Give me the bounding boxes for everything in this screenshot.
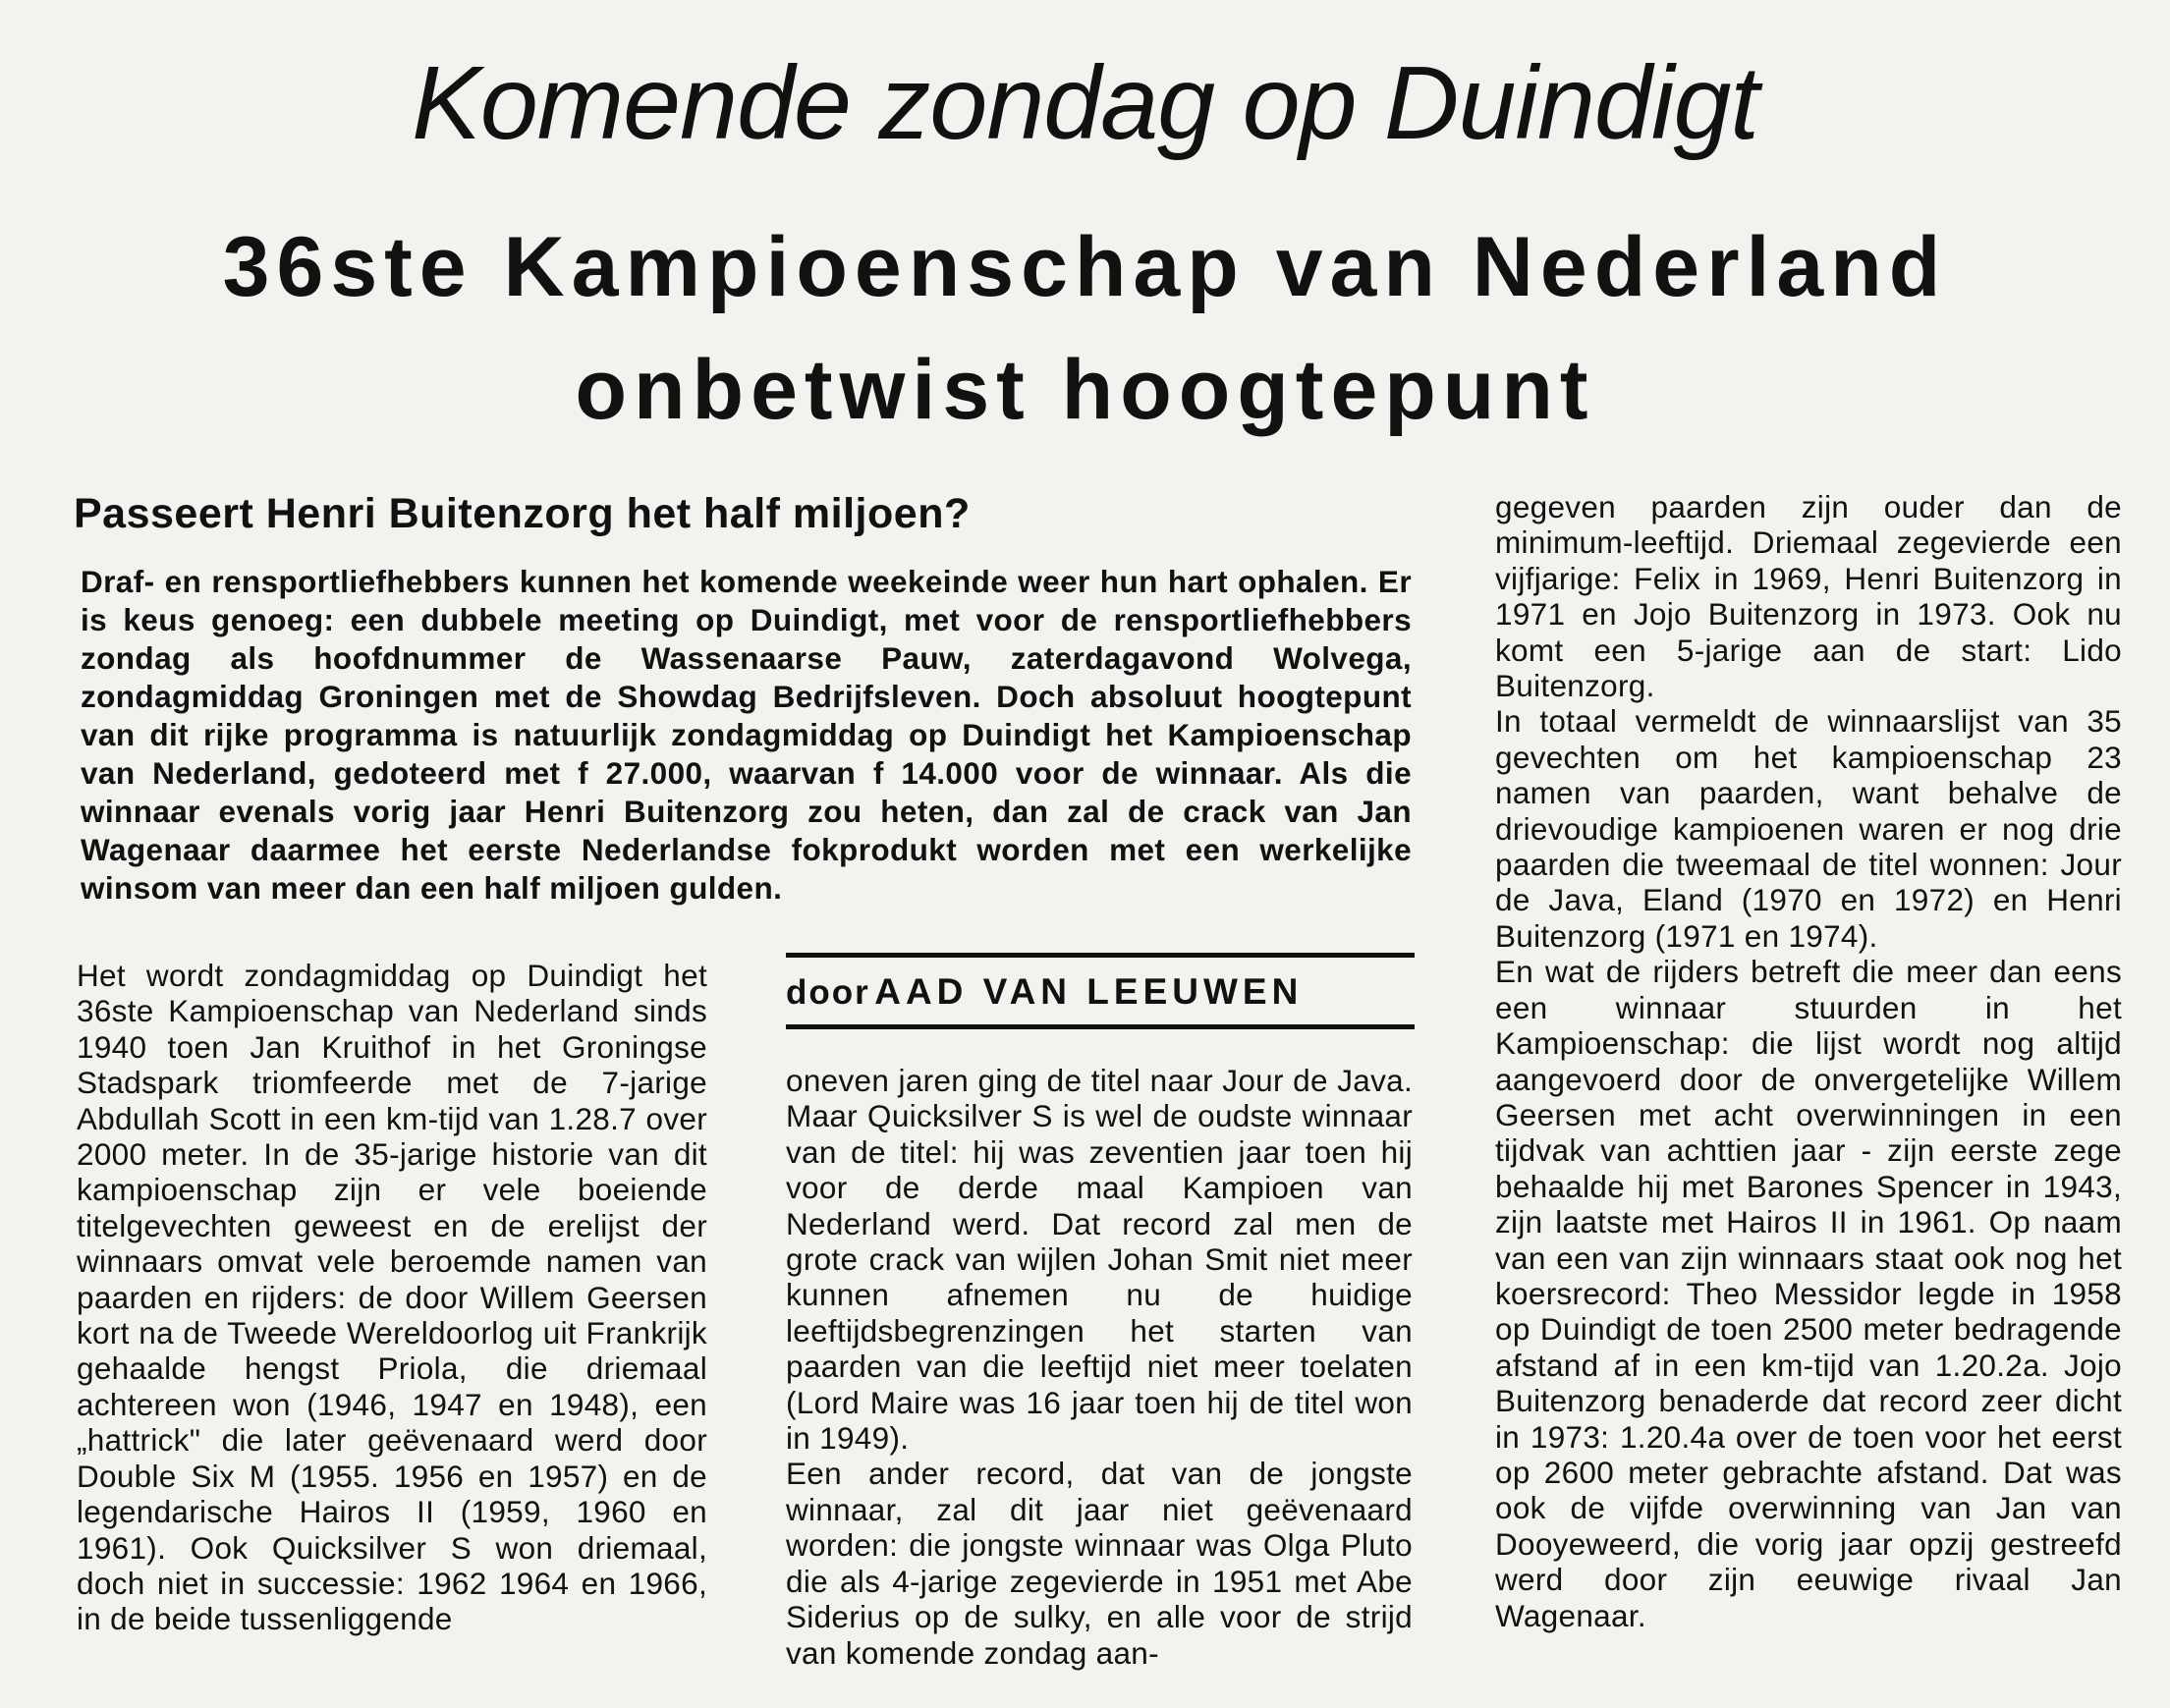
- byline-prefix: door: [786, 973, 870, 1012]
- article-column-1: [77, 958, 707, 1637]
- headline-line-2: onbetwist hoogtepunt: [575, 343, 1595, 437]
- article-column-3: [1495, 489, 2122, 1633]
- headline-line-1: 36ste Kampioenschap van Nederland: [222, 220, 1948, 314]
- article-column-2: [786, 1063, 1413, 1671]
- paragraph: gegeven paarden zijn ouder dan de minimum-leeftijd. Driemaal zegevierde een vijfjarige: Felix in 1969, Henri Buitenzorg in 1971 en Jojo Buitenzorg in 1973. Ook nu komt een 5-jarige aan de start: Lido Buitenzorg.: [1495, 489, 2122, 704]
- paragraph: En wat de rijders betreft die meer dan eens een winnaar stuurden in het Kampioenschap: die lijst wordt nog altijd aangevoerd door de onvergetelijke Willem Geersen met acht overwinningen in een tijdvak van achttien jaar - zijn eerste zege behaalde hij met Barones Spencer in 1943, zijn laatste met Hairos II in 1961. Op naam van een van zijn winnaars staat ook nog het koersrecord: Theo Messidor legde in 1958 op Duindigt de toen 2500 meter bedragende afstand af in een km-tijd van 1.20.2a. Jojo Buitenzorg benaderde dat record zeer dicht in 1973: 1.20.4a over de toen voor het eerst op 2600 meter gebrachte afstand. Dat was ook de vijfde overwinning van Jan van Dooyeweerd, die vorig jaar opzij gestreefd werd door zijn eeuwige rivaal Jan Wagenaar.: [1495, 954, 2122, 1633]
- kicker-heading: Komende zondag op Duindigt: [412, 45, 1758, 161]
- paragraph: Een ander record, dat van de jongste winnaar, zal dit jaar niet geëvenaard worden: die jongste winnaar was Olga Pluto die als 4-jarige zegevierde in 1951 met Abe Siderius op de sulky, en alle voor de strijd van komende zondag aan-: [786, 1456, 1413, 1671]
- intro-paragraph: Draf- en rensportliefhebbers kunnen het komende weekeinde weer hun hart ophalen. Er is keus genoeg: een dubbele meeting op Duindigt, met voor de rensportliefhebbers zondag als hoofdnummer de Wassenaarse Pauw, zaterdagavond Wolvega, zondagmiddag Groningen met de Showdag Bedrijfsleven. Doch absoluut hoogtepunt van dit rijke programma is natuurlijk zondagmiddag op Duindigt het Kampioenschap van Nederland, gedoteerd met f 27.000, waarvan f 14.000 voor de winnaar. Als die winnaar evenals vorig jaar Henri Buitenzorg zou heten, dan zal de crack van Jan Wagenaar daarmee het eerste Nederlandse fokprodukt worden met een werkelijke winsom van meer dan een half miljoen gulden.: [81, 564, 1412, 906]
- author-name: AAD VAN LEEUWEN: [874, 971, 1304, 1012]
- byline: [786, 953, 1415, 1029]
- paragraph: oneven jaren ging de titel naar Jour de Java. Maar Quicksilver S is wel de oudste winnaar van de titel: hij was zeventien jaar toen hij voor de derde maal Kampioen van Nederland werd. Dat record zal men de grote crack van wijlen Johan Smit niet meer kunnen afnemen nu de huidige leeftijdsbegrenzingen het starten van paarden van die leeftijd niet meer toelaten (Lord Maire was 16 jaar toen hij de titel won in 1949).: [786, 1063, 1413, 1457]
- paragraph: Het wordt zondagmiddag op Duindigt het 36ste Kampioenschap van Nederland sinds 1940 toen Jan Kruithof in het Groningse Stadspark triomfeerde met de 7-jarige Abdullah Scott in een km-tijd van 1.28.7 over 2000 meter. In de 35-jarige historie van dit kampioenschap zijn er vele boeiende titelgevechten geweest en de erelijst der winnaars omvat vele beroemde namen van paarden en rijders: de door Willem Geersen kort na de Tweede Wereldoorlog uit Frankrijk gehaalde hengst Priola, die driemaal achtereen won (1946, 1947 en 1948), een „hattrick" die later geëvenaard werd door Double Six M (1955. 1956 en 1957) en de legendarische Hairos II (1959, 1960 en 1961). Ook Quicksilver S won driemaal, doch niet in successie: 1962 1964 en 1966, in de beide tussenliggende: [77, 958, 707, 1637]
- main-headline: [59, 206, 2111, 452]
- paragraph: In totaal vermeldt de winnaarslijst van 35 gevechten om het kampioenschap 23 namen van paarden, want behalve de drievoudige kampioenen waren er nog drie paarden die tweemaal de titel wonnen: Jour de Java, Eland (1970 en 1972) en Henri Buitenzorg (1971 en 1974).: [1495, 703, 2122, 954]
- subheading: Passeert Henri Buitenzorg het half miljoen?: [74, 490, 971, 537]
